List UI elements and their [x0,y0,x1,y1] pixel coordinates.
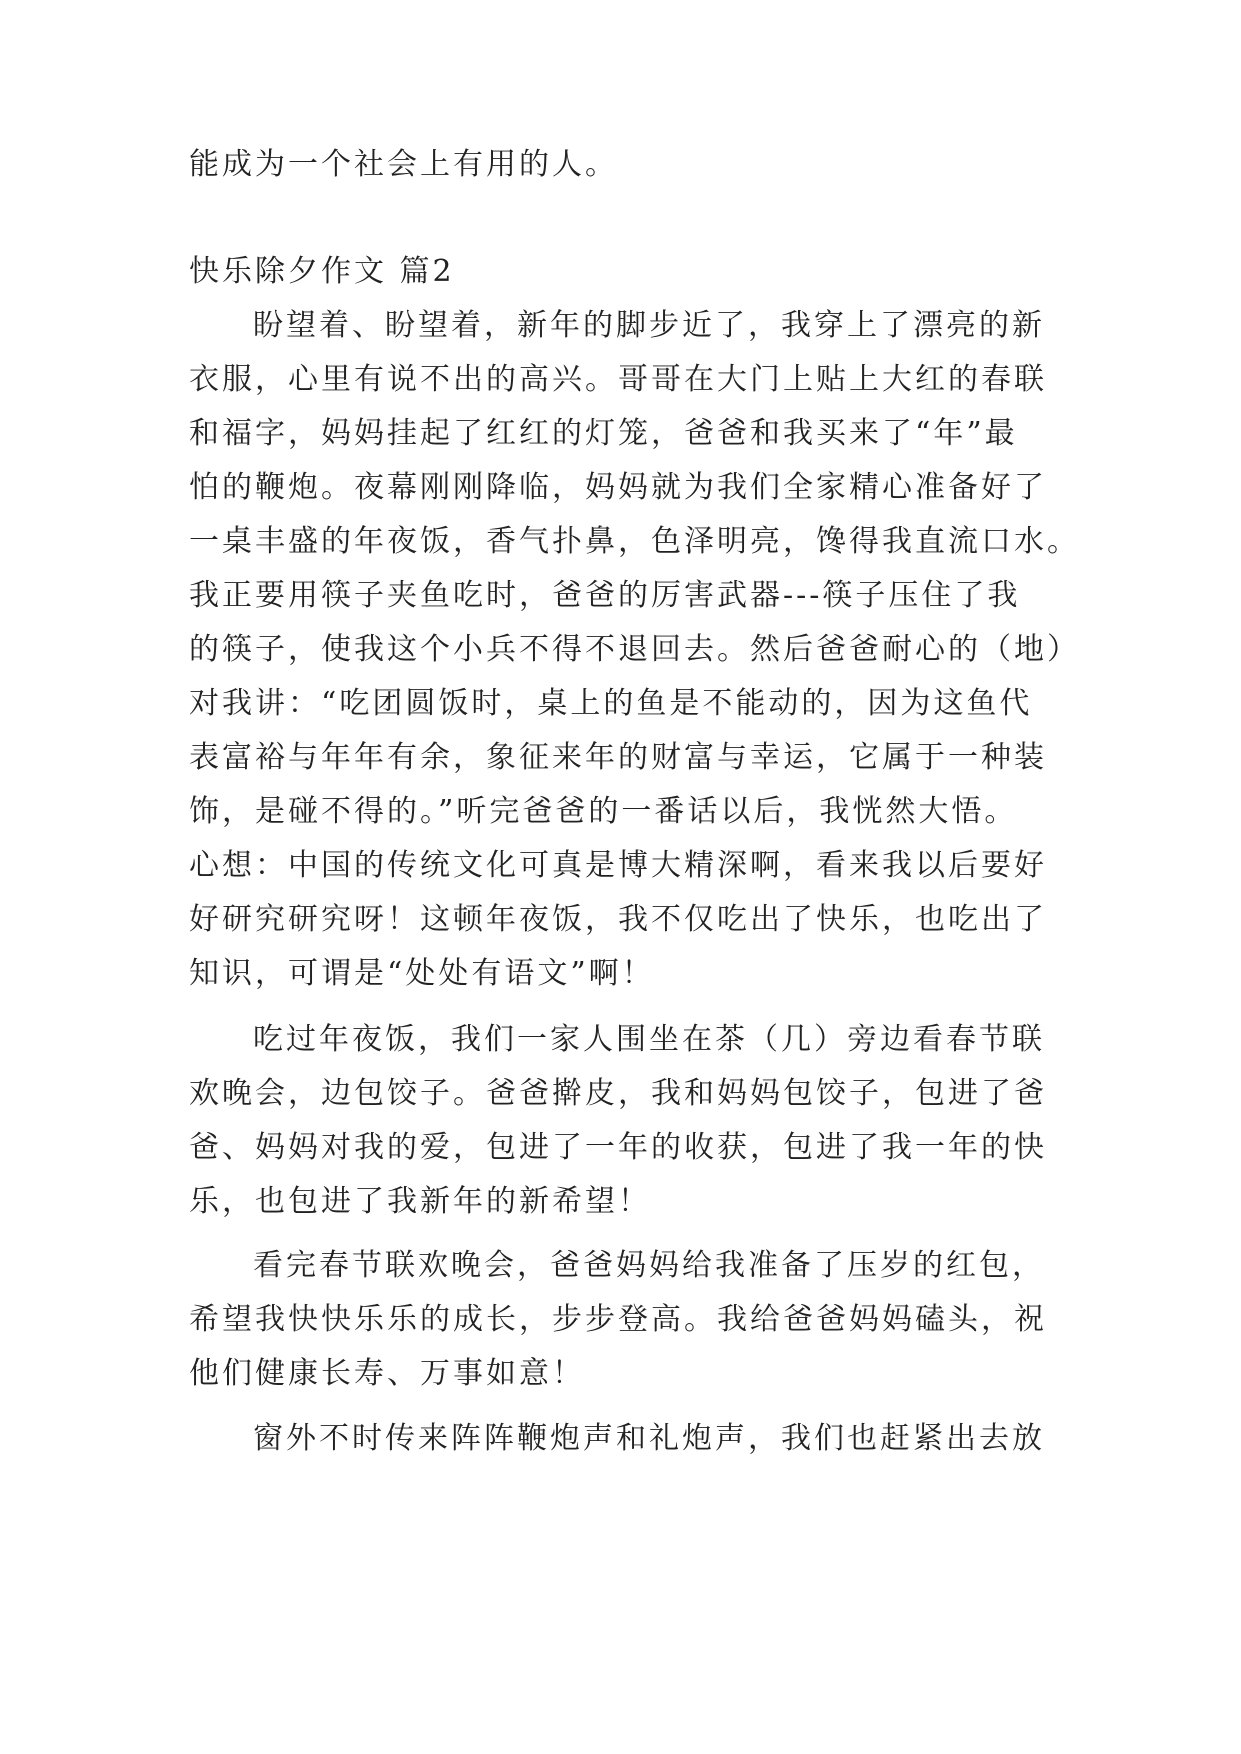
text-line: 盼望着、盼望着，新年的脚步近了，我穿上了漂亮的新 [253,308,1045,343]
text-line: 欢晚会，边包饺子。爸爸擀皮，我和妈妈包饺子，包进了爸 [189,1076,1047,1111]
text-line: 我正要用筷子夹鱼吃时，爸爸的厉害武器---筷子压住了我 [189,578,1021,613]
text-line: 希望我快快乐乐的成长，步步登高。我给爸爸妈妈磕头，祝 [189,1302,1047,1337]
text-line: 的筷子，使我这个小兵不得不退回去。然后爸爸耐心的（地） [189,632,1080,667]
text-line: 和福字，妈妈挂起了红红的灯笼，爸爸和我买来了“年”最 [189,416,1018,451]
text-line: 一桌丰盛的年夜饭，香气扑鼻，色泽明亮，馋得我直流口水。 [189,524,1080,559]
text-line: 看完春节联欢晚会，爸爸妈妈给我准备了压岁的红包， [253,1248,1045,1283]
text-line: 乐，也包进了我新年的新希望！ [189,1184,651,1219]
text-line: 衣服，心里有说不出的高兴。哥哥在大门上贴上大红的春联 [189,362,1047,397]
text-line: 爸、妈妈对我的爱，包进了一年的收获，包进了我一年的快 [189,1130,1047,1165]
text-line: 饰，是碰不得的。”听完爸爸的一番话以后，我恍然大悟。 [189,794,1018,829]
text-line: 他们健康长寿、万事如意！ [189,1356,585,1391]
text-line: 对我讲：“吃团圆饭时，桌上的鱼是不能动的，因为这鱼代 [189,686,1033,721]
text-line: 好研究研究呀！这顿年夜饭，我不仅吃出了快乐，也吃出了 [189,902,1047,937]
section-title: 快乐除夕作文 篇2 [189,254,455,289]
text-line: 表富裕与年年有余，象征来年的财富与幸运，它属于一种装 [189,740,1047,775]
carryover-line: 能成为一个社会上有用的人。 [189,147,618,182]
text-line: 知识，可谓是“处处有语文”啊！ [189,956,655,991]
text-line: 窗外不时传来阵阵鞭炮声和礼炮声，我们也赶紧出去放 [253,1421,1045,1456]
text-line: 心想：中国的传统文化可真是博大精深啊，看来我以后要好 [189,848,1047,883]
text-line: 吃过年夜饭，我们一家人围坐在茶（几）旁边看春节联 [253,1022,1045,1057]
text-line: 怕的鞭炮。夜幕刚刚降临，妈妈就为我们全家精心准备好了 [189,470,1047,505]
